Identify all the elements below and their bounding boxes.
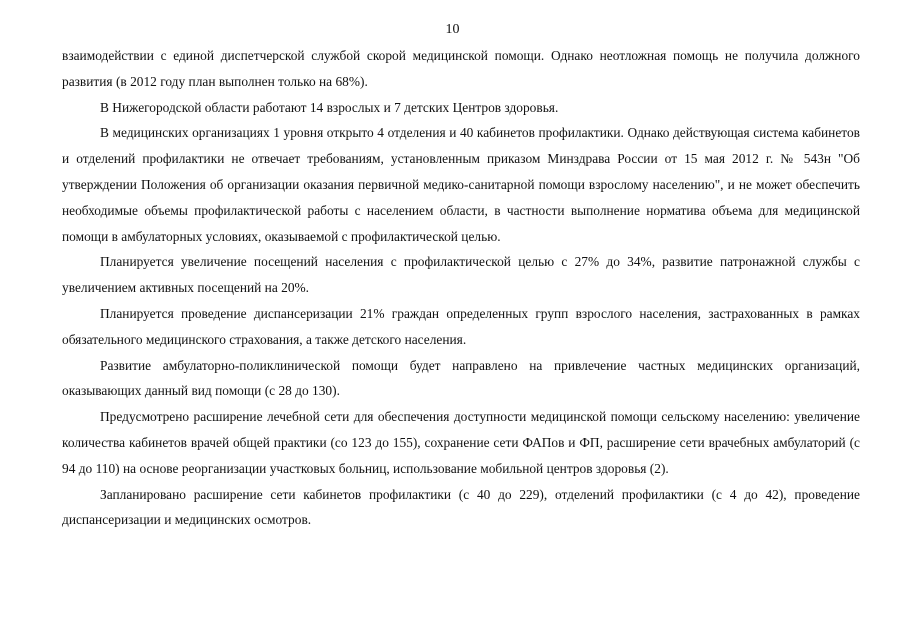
- paragraph-preventive-visits: Планируется увеличение посещений населения с профилактической целью с 27% до 34%, развитие патронажной службы с увеличением активных посещений на 20%.: [62, 254, 860, 296]
- paragraph-medical-examination: Планируется проведение диспансеризации 21% граждан определенных групп взрослого населения, застрахованных в рамках обязательного медицинского страхования, а также детского населения.: [62, 305, 860, 347]
- paragraph-outpatient-care: Развитие амбулаторно-поликлинической помощи будет направлено на привлечение частных медицинских организаций, оказывающих данный вид помощи (с 28 до 130).: [62, 357, 860, 399]
- paragraph-prevention-offices: В медицинских организациях 1 уровня открыто 4 отделения и 40 кабинетов профилактики. Однако действующая система кабинетов и отделений профилактики не отвечает требованиям, установленным приказом Минздрава России от 15 мая 2012 г. № 543н "Об утверждении Положения об организации оказания первичной медико-санитарной помощи взрослому населению", и не может обеспечить необходимые объемы профилактической работы с населением области, в частности выполнение норматива объема для медицинской помощи в амбулаторных условиях, оказываемой с профилактической целью.: [62, 125, 860, 244]
- paragraph-continuation: взаимодействии с единой диспетчерской службой скорой медицинской помощи. Однако неотложная помощь не получила должного развития (в 2012 году план выполнен только на 68%).: [62, 48, 860, 89]
- paragraph-planned-expansion: Запланировано расширение сети кабинетов профилактики (с 40 до 229), отделений профилактики (с 4 до 42), проведение диспансеризации и медицинских осмотров.: [62, 486, 860, 528]
- paragraph-rural-network: Предусмотрено расширение лечебной сети для обеспечения доступности медицинской помощи сельскому населению: увеличение количества кабинетов врачей общей практики (со 123 до 155), сохранение сети ФАПов и ФП, расширение сети врачебных амбулаторий (с 94 до 110) на основе реорганизации участковых больниц, использование мобильной центров здоровья (2).: [62, 409, 860, 476]
- page-number: 10: [445, 22, 460, 37]
- paragraph-health-centers: В Нижегородской области работают 14 взрослых и 7 детских Центров здоровья.: [100, 99, 559, 115]
- body-text: [62, 43, 860, 533]
